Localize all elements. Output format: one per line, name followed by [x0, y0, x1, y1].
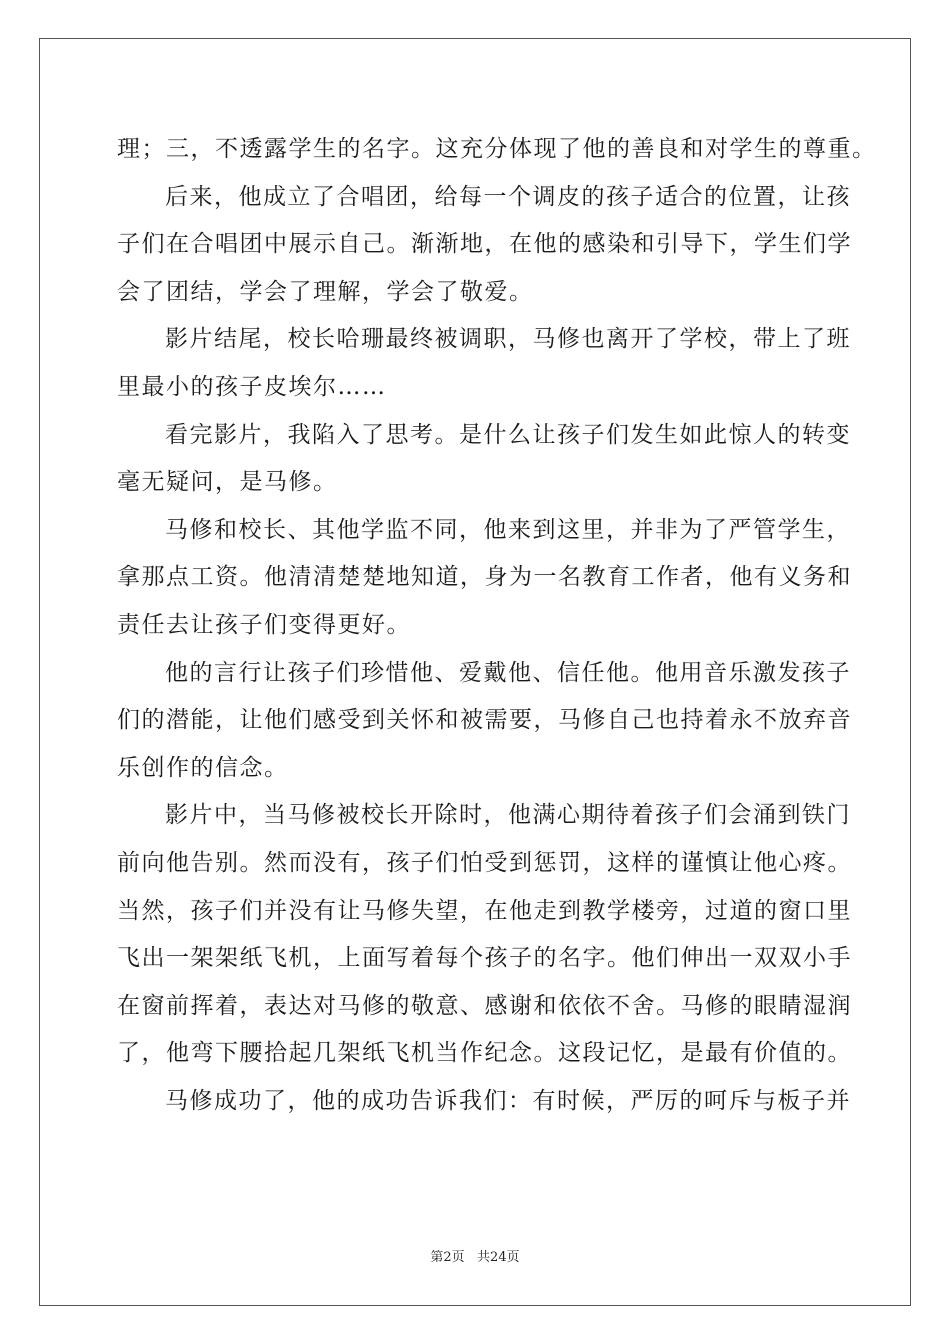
text-line: 当然，孩子们并没有让马修失望，在他走到教学楼旁，过道的窗口里 [117, 897, 852, 924]
text-line: 拿那点工资。他清清楚楚地知道，身为一名教育工作者，他有义务和 [117, 564, 852, 591]
text-line: 了，他弯下腰拾起几架纸飞机当作纪念。这段记忆，是最有价值的。 [117, 1040, 852, 1067]
text-line: 飞出一架架纸飞机，上面写着每个孩子的名字。他们伸出一双双小手 [117, 945, 852, 972]
text-line: 他的言行让孩子们珍惜他、爱戴他、信任他。他用音乐激发孩子 [165, 659, 851, 686]
text-line: 理；三，不透露学生的名字。这充分体现了他的善良和对学生的尊重。 [117, 136, 877, 162]
text-line: 看完影片，我陷入了思考。是什么让孩子们发生如此惊人的转变 [165, 421, 851, 448]
text-line: 子们在合唱团中展示自己。渐渐地，在他的感染和引导下，学生们学 [117, 231, 852, 258]
text-line: 责任去让孩子们变得更好。 [117, 611, 411, 638]
text-line: 在窗前挥着，表达对马修的敬意、感谢和依依不舍。马修的眼睛湿润 [117, 992, 852, 1019]
text-line: 乐创作的信念。 [117, 754, 289, 781]
document-body [117, 126, 877, 1125]
text-line: 马修成功了，他的成功告诉我们：有时候，严厉的呵斥与板子并 [165, 1087, 851, 1114]
page-number-footer: 第2页 共24页 [430, 1250, 520, 1265]
text-line: 后来，他成立了合唱团，给每一个调皮的孩子适合的位置，让孩 [165, 183, 851, 210]
text-line: 毫无疑问，是马修。 [117, 469, 338, 496]
text-line: 影片中，当马修被校长开除时，他满心期待着孩子们会涌到铁门 [165, 802, 851, 829]
text-line: 们的潜能，让他们感受到关怀和被需要，马修自己也持着永不放弃音 [117, 707, 852, 734]
text-line: 前向他告别。然而没有，孩子们怕受到惩罚，这样的谨慎让他心疼。 [117, 849, 852, 876]
text-line: 影片结尾，校长哈珊最终被调职，马修也离开了学校，带上了班 [165, 326, 851, 353]
text-line: 马修和校长、其他学监不同，他来到这里，并非为了严管学生， [165, 516, 851, 543]
text-line: 会了团结，学会了理解，学会了敬爱。 [117, 278, 534, 305]
text-line: 里最小的孩子皮埃尔…… [117, 373, 387, 400]
